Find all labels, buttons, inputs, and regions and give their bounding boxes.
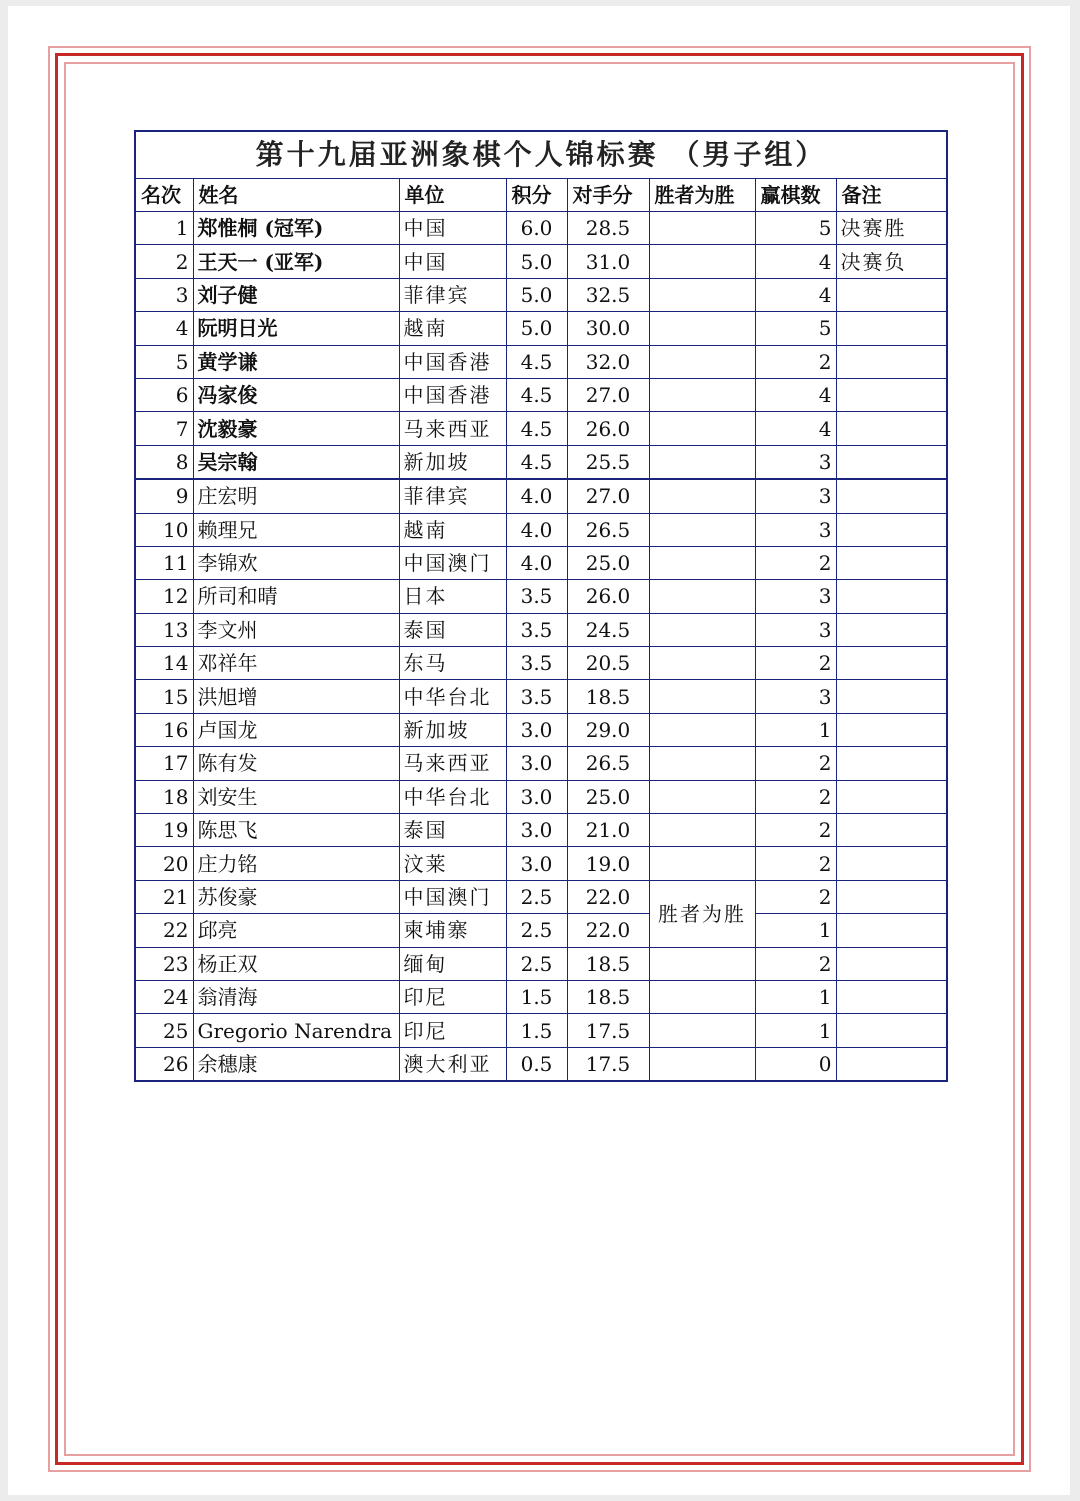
winner-rule-cell	[649, 513, 755, 546]
opponent-points-cell: 18.5	[567, 980, 649, 1013]
winner-rule-cell	[649, 780, 755, 813]
note-cell	[836, 980, 947, 1013]
note-cell: 决赛负	[836, 245, 947, 278]
opponent-points-cell: 17.5	[567, 1047, 649, 1081]
table-row	[135, 880, 947, 913]
name-cell: 邱亮	[193, 914, 399, 947]
winner-rule-cell	[649, 378, 755, 411]
name-cell: 庄宏明	[193, 479, 399, 513]
points-cell: 2.5	[506, 914, 567, 947]
points-cell: 6.0	[506, 212, 567, 245]
table-title: 第十九届亚洲象棋个人锦标赛 （男子组）	[135, 131, 947, 179]
rank-cell: 7	[135, 412, 193, 445]
table-row	[135, 980, 947, 1013]
name-cell: 赖理兄	[193, 513, 399, 546]
winner-rule-cell	[649, 312, 755, 345]
points-cell: 3.0	[506, 847, 567, 880]
name-cell: 王天一 (亚军)	[193, 245, 399, 278]
points-cell: 4.5	[506, 445, 567, 479]
note-cell	[836, 1014, 947, 1047]
note-cell	[836, 412, 947, 445]
table-row	[135, 278, 947, 311]
table-row	[135, 345, 947, 378]
winner-rule-cell	[649, 613, 755, 646]
points-cell: 3.5	[506, 580, 567, 613]
name-cell: 刘安生	[193, 780, 399, 813]
name-cell: 翁清海	[193, 980, 399, 1013]
note-cell	[836, 445, 947, 479]
note-cell	[836, 378, 947, 411]
note-cell	[836, 580, 947, 613]
table-row	[135, 713, 947, 746]
wins-cell: 2	[755, 780, 836, 813]
note-cell	[836, 345, 947, 378]
header-note: 备注	[836, 179, 947, 212]
points-cell: 4.0	[506, 513, 567, 546]
winner-rule-cell	[649, 814, 755, 847]
opponent-points-cell: 26.0	[567, 412, 649, 445]
name-cell: 阮明日光	[193, 312, 399, 345]
points-cell: 4.5	[506, 345, 567, 378]
wins-cell: 3	[755, 580, 836, 613]
wins-cell: 2	[755, 747, 836, 780]
note-cell	[836, 513, 947, 546]
note-cell	[836, 814, 947, 847]
header-unit: 单位	[399, 179, 506, 212]
winner-rule-cell	[649, 747, 755, 780]
name-cell: 冯家俊	[193, 378, 399, 411]
wins-cell: 3	[755, 479, 836, 513]
opponent-points-cell: 18.5	[567, 947, 649, 980]
unit-cell: 菲律宾	[399, 479, 506, 513]
table-row	[135, 847, 947, 880]
winner-rule-cell	[649, 278, 755, 311]
rank-cell: 6	[135, 378, 193, 411]
note-cell: 决赛胜	[836, 212, 947, 245]
rank-cell: 1	[135, 212, 193, 245]
name-cell: 陈思飞	[193, 814, 399, 847]
unit-cell: 中国澳门	[399, 546, 506, 579]
note-cell	[836, 947, 947, 980]
wins-cell: 5	[755, 212, 836, 245]
unit-cell: 新加坡	[399, 713, 506, 746]
winner-rule-cell	[649, 212, 755, 245]
rank-cell: 10	[135, 513, 193, 546]
note-cell	[836, 880, 947, 913]
rank-cell: 3	[135, 278, 193, 311]
winner-rule-cell	[649, 245, 755, 278]
opponent-points-cell: 18.5	[567, 680, 649, 713]
name-cell: 庄力铭	[193, 847, 399, 880]
opponent-points-cell: 32.5	[567, 278, 649, 311]
table-row	[135, 914, 947, 947]
points-cell: 2.5	[506, 880, 567, 913]
opponent-points-cell: 21.0	[567, 814, 649, 847]
rank-cell: 25	[135, 1014, 193, 1047]
unit-cell: 越南	[399, 513, 506, 546]
rank-cell: 13	[135, 613, 193, 646]
rank-cell: 2	[135, 245, 193, 278]
wins-cell: 2	[755, 814, 836, 847]
note-cell	[836, 613, 947, 646]
rank-cell: 18	[135, 780, 193, 813]
name-cell: 沈毅豪	[193, 412, 399, 445]
name-cell: 苏俊豪	[193, 880, 399, 913]
wins-cell: 2	[755, 647, 836, 680]
name-cell: 卢国龙	[193, 713, 399, 746]
unit-cell: 中国澳门	[399, 880, 506, 913]
rank-cell: 11	[135, 546, 193, 579]
name-cell: 陈有发	[193, 747, 399, 780]
note-cell	[836, 780, 947, 813]
unit-cell: 印尼	[399, 1014, 506, 1047]
points-cell: 3.0	[506, 747, 567, 780]
unit-cell: 中华台北	[399, 780, 506, 813]
table-row	[135, 580, 947, 613]
opponent-points-cell: 32.0	[567, 345, 649, 378]
name-cell: 杨正双	[193, 947, 399, 980]
winner-rule-cell	[649, 345, 755, 378]
wins-cell: 1	[755, 713, 836, 746]
points-cell: 1.5	[506, 1014, 567, 1047]
points-cell: 4.5	[506, 412, 567, 445]
table-body	[135, 212, 947, 1082]
table-row	[135, 647, 947, 680]
points-cell: 3.0	[506, 713, 567, 746]
points-cell: 1.5	[506, 980, 567, 1013]
winner-rule-cell	[649, 479, 755, 513]
header-opponent-points: 对手分	[567, 179, 649, 212]
opponent-points-cell: 20.5	[567, 647, 649, 680]
wins-cell: 3	[755, 613, 836, 646]
note-cell	[836, 914, 947, 947]
wins-cell: 3	[755, 680, 836, 713]
points-cell: 3.5	[506, 680, 567, 713]
rank-cell: 20	[135, 847, 193, 880]
points-cell: 3.5	[506, 613, 567, 646]
wins-cell: 3	[755, 445, 836, 479]
rank-cell: 26	[135, 1047, 193, 1081]
rank-cell: 23	[135, 947, 193, 980]
points-cell: 5.0	[506, 278, 567, 311]
wins-cell: 5	[755, 312, 836, 345]
name-cell: 洪旭增	[193, 680, 399, 713]
opponent-points-cell: 30.0	[567, 312, 649, 345]
header-wins: 赢棋数	[755, 179, 836, 212]
wins-cell: 0	[755, 1047, 836, 1081]
points-cell: 3.0	[506, 814, 567, 847]
note-cell	[836, 479, 947, 513]
note-cell	[836, 680, 947, 713]
wins-cell: 4	[755, 412, 836, 445]
note-cell	[836, 747, 947, 780]
table-row	[135, 814, 947, 847]
winner-rule-cell	[649, 546, 755, 579]
points-cell: 0.5	[506, 1047, 567, 1081]
winner-rule-cell	[649, 947, 755, 980]
header-name: 姓名	[193, 179, 399, 212]
opponent-points-cell: 25.5	[567, 445, 649, 479]
note-cell	[836, 713, 947, 746]
unit-cell: 中国香港	[399, 345, 506, 378]
wins-cell: 1	[755, 980, 836, 1013]
wins-cell: 2	[755, 880, 836, 913]
note-cell	[836, 278, 947, 311]
unit-cell: 东马	[399, 647, 506, 680]
wins-cell: 4	[755, 278, 836, 311]
winner-rule-cell	[649, 445, 755, 479]
unit-cell: 泰国	[399, 613, 506, 646]
rank-cell: 17	[135, 747, 193, 780]
opponent-points-cell: 22.0	[567, 914, 649, 947]
name-cell: 所司和晴	[193, 580, 399, 613]
unit-cell: 泰国	[399, 814, 506, 847]
rank-cell: 8	[135, 445, 193, 479]
opponent-points-cell: 19.0	[567, 847, 649, 880]
points-cell: 4.5	[506, 378, 567, 411]
winner-rule-note: 胜者为胜	[649, 880, 755, 947]
points-cell: 3.0	[506, 780, 567, 813]
rank-cell: 24	[135, 980, 193, 1013]
points-cell: 5.0	[506, 245, 567, 278]
note-cell	[836, 546, 947, 579]
table-row	[135, 1014, 947, 1047]
points-cell: 5.0	[506, 312, 567, 345]
table-row	[135, 947, 947, 980]
winner-rule-cell	[649, 713, 755, 746]
opponent-points-cell: 26.5	[567, 513, 649, 546]
opponent-points-cell: 24.5	[567, 613, 649, 646]
wins-cell: 2	[755, 345, 836, 378]
wins-cell: 3	[755, 513, 836, 546]
unit-cell: 中国香港	[399, 378, 506, 411]
unit-cell: 中国	[399, 245, 506, 278]
wins-cell: 4	[755, 378, 836, 411]
name-cell: 余穗康	[193, 1047, 399, 1081]
rank-cell: 16	[135, 713, 193, 746]
opponent-points-cell: 17.5	[567, 1014, 649, 1047]
table-row	[135, 780, 947, 813]
header-rank: 名次	[135, 179, 193, 212]
table-row	[135, 747, 947, 780]
winner-rule-cell	[649, 1047, 755, 1081]
unit-cell: 越南	[399, 312, 506, 345]
table-row	[135, 412, 947, 445]
name-cell: 李锦欢	[193, 546, 399, 579]
table-row	[135, 445, 947, 479]
unit-cell: 柬埔寨	[399, 914, 506, 947]
unit-cell: 马来西亚	[399, 747, 506, 780]
table-row	[135, 613, 947, 646]
wins-cell: 1	[755, 1014, 836, 1047]
points-cell: 4.0	[506, 479, 567, 513]
winner-rule-cell	[649, 580, 755, 613]
name-cell: 吴宗翰	[193, 445, 399, 479]
opponent-points-cell: 29.0	[567, 713, 649, 746]
rank-cell: 19	[135, 814, 193, 847]
name-cell: 黄学谦	[193, 345, 399, 378]
table-row	[135, 680, 947, 713]
table-row	[135, 212, 947, 245]
table-row	[135, 245, 947, 278]
points-cell: 4.0	[506, 546, 567, 579]
opponent-points-cell: 25.0	[567, 546, 649, 579]
opponent-points-cell: 22.0	[567, 880, 649, 913]
header-winner-rule: 胜者为胜	[649, 179, 755, 212]
winner-rule-cell	[649, 1014, 755, 1047]
unit-cell: 汶莱	[399, 847, 506, 880]
name-cell: 邓祥年	[193, 647, 399, 680]
note-cell	[836, 312, 947, 345]
wins-cell: 2	[755, 546, 836, 579]
opponent-points-cell: 26.0	[567, 580, 649, 613]
points-cell: 2.5	[506, 947, 567, 980]
opponent-points-cell: 27.0	[567, 479, 649, 513]
note-cell	[836, 647, 947, 680]
header-row	[135, 179, 947, 212]
table-row	[135, 378, 947, 411]
rank-cell: 22	[135, 914, 193, 947]
wins-cell: 2	[755, 847, 836, 880]
winner-rule-cell	[649, 680, 755, 713]
name-cell: 李文州	[193, 613, 399, 646]
table-row	[135, 546, 947, 579]
opponent-points-cell: 27.0	[567, 378, 649, 411]
name-cell: Gregorio Narendra	[193, 1014, 399, 1047]
wins-cell: 2	[755, 947, 836, 980]
rank-cell: 5	[135, 345, 193, 378]
unit-cell: 中华台北	[399, 680, 506, 713]
points-cell: 3.5	[506, 647, 567, 680]
opponent-points-cell: 28.5	[567, 212, 649, 245]
rank-cell: 15	[135, 680, 193, 713]
winner-rule-cell	[649, 980, 755, 1013]
wins-cell: 4	[755, 245, 836, 278]
rank-cell: 9	[135, 479, 193, 513]
table-row	[135, 479, 947, 513]
name-cell: 郑惟桐 (冠军)	[193, 212, 399, 245]
rank-cell: 14	[135, 647, 193, 680]
note-cell	[836, 1047, 947, 1081]
rank-cell: 21	[135, 880, 193, 913]
header-points: 积分	[506, 179, 567, 212]
note-cell	[836, 847, 947, 880]
opponent-points-cell: 25.0	[567, 780, 649, 813]
unit-cell: 日本	[399, 580, 506, 613]
unit-cell: 菲律宾	[399, 278, 506, 311]
table-row	[135, 312, 947, 345]
winner-rule-cell	[649, 647, 755, 680]
unit-cell: 印尼	[399, 980, 506, 1013]
unit-cell: 中国	[399, 212, 506, 245]
unit-cell: 新加坡	[399, 445, 506, 479]
opponent-points-cell: 31.0	[567, 245, 649, 278]
unit-cell: 马来西亚	[399, 412, 506, 445]
winner-rule-cell	[649, 412, 755, 445]
wins-cell: 1	[755, 914, 836, 947]
unit-cell: 澳大利亚	[399, 1047, 506, 1081]
standings-table	[134, 130, 948, 1082]
name-cell: 刘子健	[193, 278, 399, 311]
table-row	[135, 513, 947, 546]
unit-cell: 缅甸	[399, 947, 506, 980]
opponent-points-cell: 26.5	[567, 747, 649, 780]
winner-rule-cell	[649, 847, 755, 880]
table-row	[135, 1047, 947, 1081]
rank-cell: 12	[135, 580, 193, 613]
rank-cell: 4	[135, 312, 193, 345]
